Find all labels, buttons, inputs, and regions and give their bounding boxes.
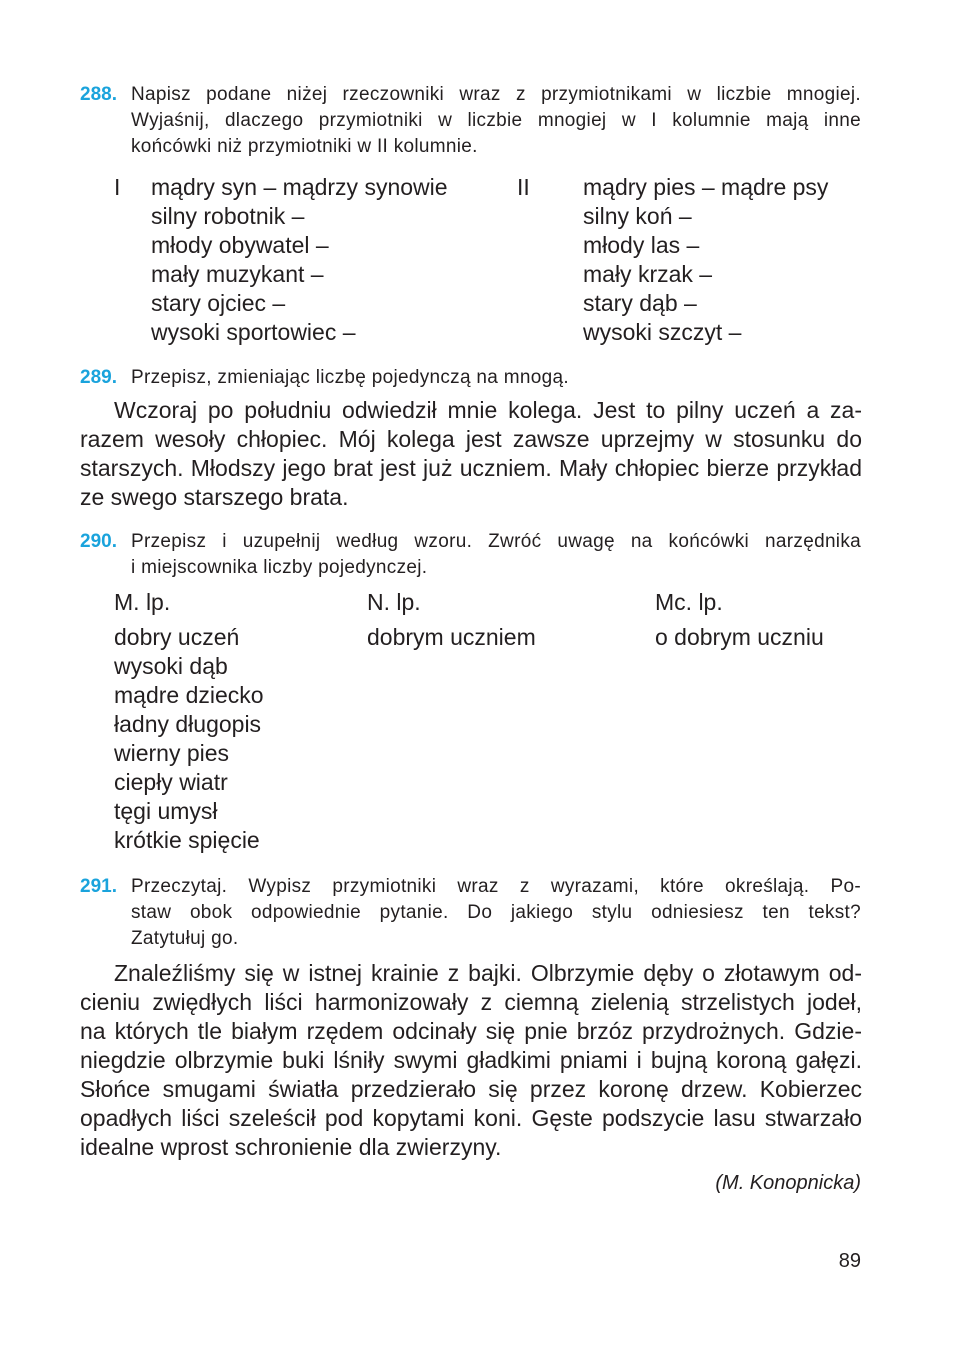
text-line: Wczoraj po południu odwiedził mnie kolega. Jest to pilny uczeń a za- bbox=[114, 397, 862, 423]
list-item: dobry uczeń bbox=[114, 624, 240, 650]
list-item: wysoki dąb bbox=[114, 653, 228, 679]
list-item: mały krzak – bbox=[583, 261, 713, 287]
list-item: krótkie spięcie bbox=[114, 827, 260, 853]
list-item: mądre dziecko bbox=[114, 682, 264, 708]
exercise-number: 288. bbox=[80, 84, 117, 105]
instruction-line: i miejscownika liczby pojedynczej. bbox=[131, 557, 428, 578]
column-label: I bbox=[114, 174, 121, 200]
text-line: starszych. Młodszy jego brat jest już uczniem. Mały chłopiec bierze przykład bbox=[80, 455, 862, 481]
text-line: cieniu zwiędłych liści harmonizowały z ciemną zielenią strzelistych jodeł, bbox=[80, 989, 862, 1015]
author-attribution: (M. Konopnicka) bbox=[715, 1172, 861, 1194]
instruction-line: Napisz podane niżej rzeczowniki wraz z przymiotnikami w liczbie mnogiej. bbox=[131, 84, 861, 105]
list-item: silny robotnik – bbox=[151, 203, 305, 229]
instruction-line: staw obok odpowiednie pytanie. Do jakiego stylu odniesiesz ten tekst? bbox=[131, 902, 861, 923]
text-line: ze swego starszego brata. bbox=[80, 484, 349, 510]
list-item: młody las – bbox=[583, 232, 700, 258]
column-header: Mc. lp. bbox=[655, 589, 723, 615]
text-line: idealne wprost schronienie dla zwierzyny. bbox=[80, 1134, 502, 1160]
instruction-line: Zatytułuj go. bbox=[131, 928, 239, 949]
list-item: stary ojciec – bbox=[151, 290, 286, 316]
exercise-number: 291. bbox=[80, 876, 117, 897]
list-item: mały muzykant – bbox=[151, 261, 324, 287]
exercise-number: 290. bbox=[80, 531, 117, 552]
list-item: mądry syn – mądrzy synowie bbox=[151, 174, 448, 200]
text-line: razem wesoły chłopiec. Mój kolega jest zawsze uprzejmy w stosunku do bbox=[80, 426, 862, 452]
instruction-line: końcówki niż przymiotniki w II kolumnie. bbox=[131, 136, 478, 157]
list-item: mądry pies – mądre psy bbox=[583, 174, 829, 200]
list-item: wysoki szczyt – bbox=[583, 319, 742, 345]
list-item: ciepły wiatr bbox=[114, 769, 228, 795]
list-item: wysoki sportowiec – bbox=[151, 319, 356, 345]
page-number: 89 bbox=[838, 1250, 861, 1272]
list-item: silny koń – bbox=[583, 203, 692, 229]
column-label: II bbox=[517, 174, 530, 200]
column-header: M. lp. bbox=[114, 589, 171, 615]
list-item: wierny pies bbox=[114, 740, 230, 766]
text-line: opadłych liści szeleścił pod kopytami koni. Gęste podszycie lasu stwarzało bbox=[80, 1105, 862, 1131]
instruction-line: Wyjaśnij, dlaczego przymiotniki w liczbie mnogiej w I kolumnie mają inne bbox=[131, 110, 861, 131]
example-cell: dobrym uczniem bbox=[367, 624, 536, 650]
list-item: stary dąb – bbox=[583, 290, 697, 316]
list-item: ładny długopis bbox=[114, 711, 262, 737]
instruction-line: Przeczytaj. Wypisz przymiotniki wraz z wyrazami, które określają. Po- bbox=[131, 876, 861, 897]
text-line: niegdzie olbrzymie buki lśniły swymi gładkimi pniami i bujną koroną gałęzi. bbox=[80, 1047, 862, 1073]
list-item: tęgi umysł bbox=[114, 798, 218, 824]
instruction-line: Przepisz, zmieniając liczbę pojedynczą na mnogą. bbox=[131, 367, 569, 388]
text-line: Słońce smugami światła przedzierało się przez koronę drzew. Kobierzec bbox=[80, 1076, 862, 1102]
text-line: Znaleźliśmy się w istnej krainie z bajki. Olbrzymie dęby o złotawym od- bbox=[114, 960, 862, 986]
exercise-number: 289. bbox=[80, 367, 117, 388]
example-cell: o dobrym uczniu bbox=[655, 624, 824, 650]
column-header: N. lp. bbox=[367, 589, 421, 615]
instruction-line: Przepisz i uzupełnij według wzoru. Zwróć uwagę na końcówki narzędnika bbox=[131, 531, 861, 552]
list-item: młody obywatel – bbox=[151, 232, 329, 258]
text-line: na których tle białym rzędem odcinały się pnie brzóz przydrożnych. Gdzie- bbox=[80, 1018, 862, 1044]
